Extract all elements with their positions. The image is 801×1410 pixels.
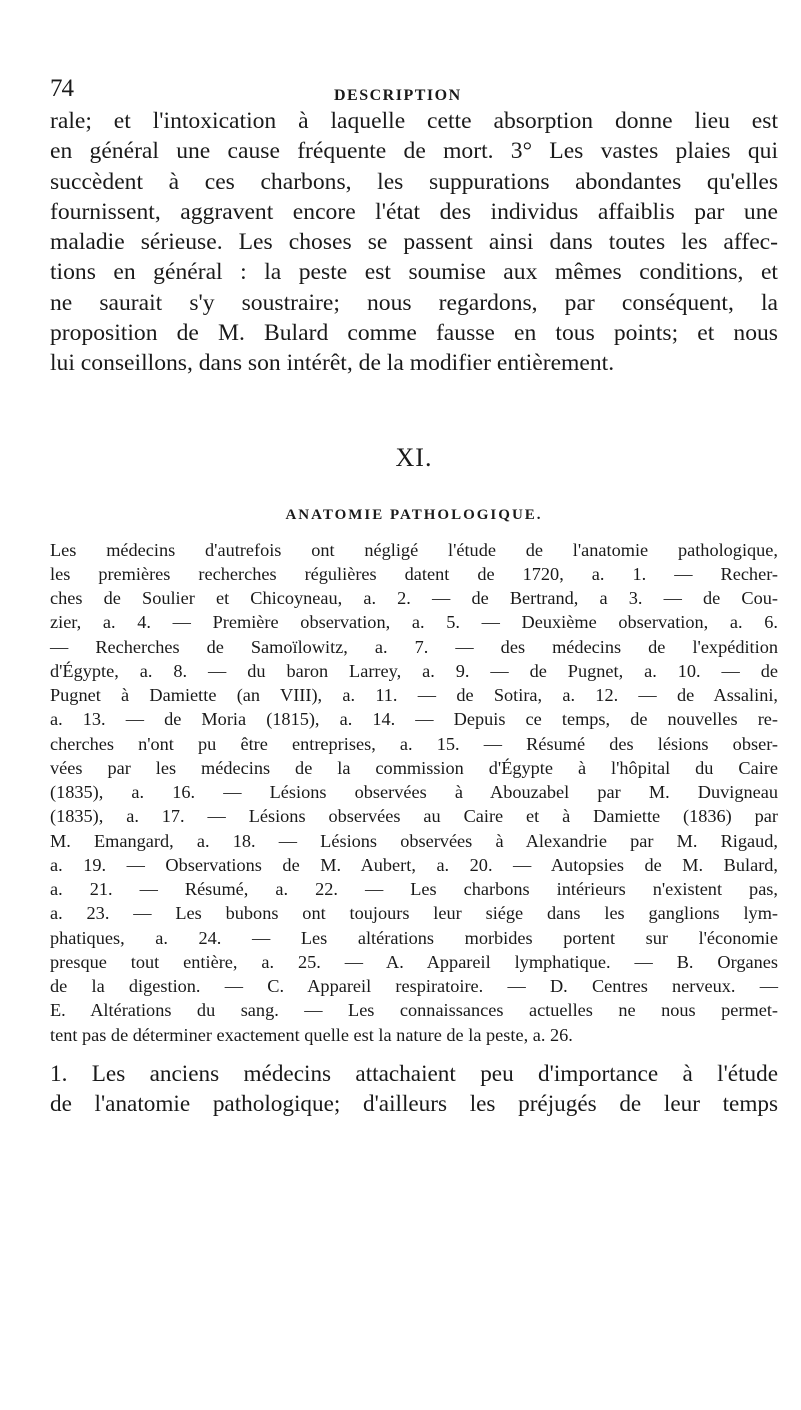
book-page [50, 0, 778, 1119]
summary-line: Pugnet à Damiette (an VIII), a. 11. — de Sotira, a. 12. — de Assalini, [50, 685, 778, 706]
summary-line: M. Emangard, a. 18. — Lésions observées à Alexandrie par M. Rigaud, [50, 830, 778, 851]
summary-line: d'Égypte, a. 8. — du baron Larrey, a. 9. — de Pugnet, a. 10. — de [50, 660, 778, 681]
paragraph-1 [50, 1059, 778, 1119]
summary-line: (1835), a. 17. — Lésions observées au Caire et à Damiette (1836) par [50, 806, 778, 827]
text-line: ne saurait s'y soustraire; nous regardons, par conséquent, la [50, 289, 778, 316]
summary-line: vées par les médecins de la commission d'Égypte à l'hôpital du Caire [50, 757, 778, 778]
section-number: XI. [395, 442, 433, 472]
summary-line: E. Altérations du sang. — Les connaissances actuelles ne nous permet- [50, 1000, 778, 1021]
summary-line: les premières recherches régulières datent de 1720, a. 1. — Recher- [50, 563, 778, 584]
summary-line: de la digestion. — C. Appareil respiratoire. — D. Centres nerveux. — [50, 976, 778, 997]
text-line: de l'anatomie pathologique; d'ailleurs les préjugés de leur temps [50, 1090, 778, 1117]
running-title: DESCRIPTION [334, 87, 462, 104]
text-line: rale; et l'intoxication à laquelle cette absorption donne lieu est [50, 108, 778, 134]
text-line: lui conseillons, dans son intérêt, de la modifier entièrement. [50, 350, 615, 377]
summary-line: presque tout entière, a. 25. — A. Appareil lymphatique. — B. Organes [50, 951, 778, 972]
summary-line: a. 23. — Les bubons ont toujours leur siége dans les ganglions lym- [50, 903, 778, 924]
text-line: fournissent, aggravent encore l'état des individus affaiblis par une [50, 198, 778, 225]
summary-line: phatiques, a. 24. — Les altérations morbides portent sur l'économie [50, 927, 778, 948]
summary-line: zier, a. 4. — Première observation, a. 5. — Deuxième observation, a. 6. [50, 612, 778, 633]
summary-line: ches de Soulier et Chicoyneau, a. 2. — de Bertrand, a 3. — de Cou- [50, 588, 778, 609]
summary-line: (1835), a. 16. — Lésions observées à Abouzabel par M. Duvigneau [50, 782, 778, 803]
summary-line: cherches n'ont pu être entreprises, a. 15. — Résumé des lésions obser- [50, 733, 778, 754]
text-line: proposition de M. Bulard comme fausse en tous points; et nous [50, 320, 778, 347]
summary-line: — Recherches de Samoïlowitz, a. 7. — des médecins de l'expédition [50, 636, 778, 657]
running-head [50, 0, 778, 104]
page-number: 74 [50, 75, 73, 102]
summary-line: tent pas de déterminer exactement quelle est la nature de la peste, a. 26. [50, 1024, 573, 1045]
summary-line: Les médecins d'autrefois ont négligé l'étude de l'anatomie pathologique, [50, 539, 778, 560]
text-line: maladie sérieuse. Les choses se passent ainsi dans toutes les affec- [50, 229, 778, 256]
text-line: tions en général : la peste est soumise aux mêmes conditions, et [50, 259, 778, 286]
summary-line: a. 19. — Observations de M. Aubert, a. 20. — Autopsies de M. Bulard, [50, 854, 778, 875]
section-summary [50, 538, 778, 1047]
section-title: ANATOMIE PATHOLOGIQUE. [285, 506, 543, 523]
text-line: en général une cause fréquente de mort. 3° Les vastes plaies qui [50, 138, 778, 165]
text-line: 1. Les anciens médecins attachaient peu d'importance à l'étude [50, 1060, 778, 1087]
intro-paragraph [50, 92, 778, 379]
text-line: succèdent à ces charbons, les suppurations abondantes qu'elles [50, 168, 778, 195]
summary-line: a. 21. — Résumé, a. 22. — Les charbons intérieurs n'existent pas, [50, 879, 778, 900]
summary-line: a. 13. — de Moria (1815), a. 14. — Depuis ce temps, de nouvelles re- [50, 709, 778, 730]
